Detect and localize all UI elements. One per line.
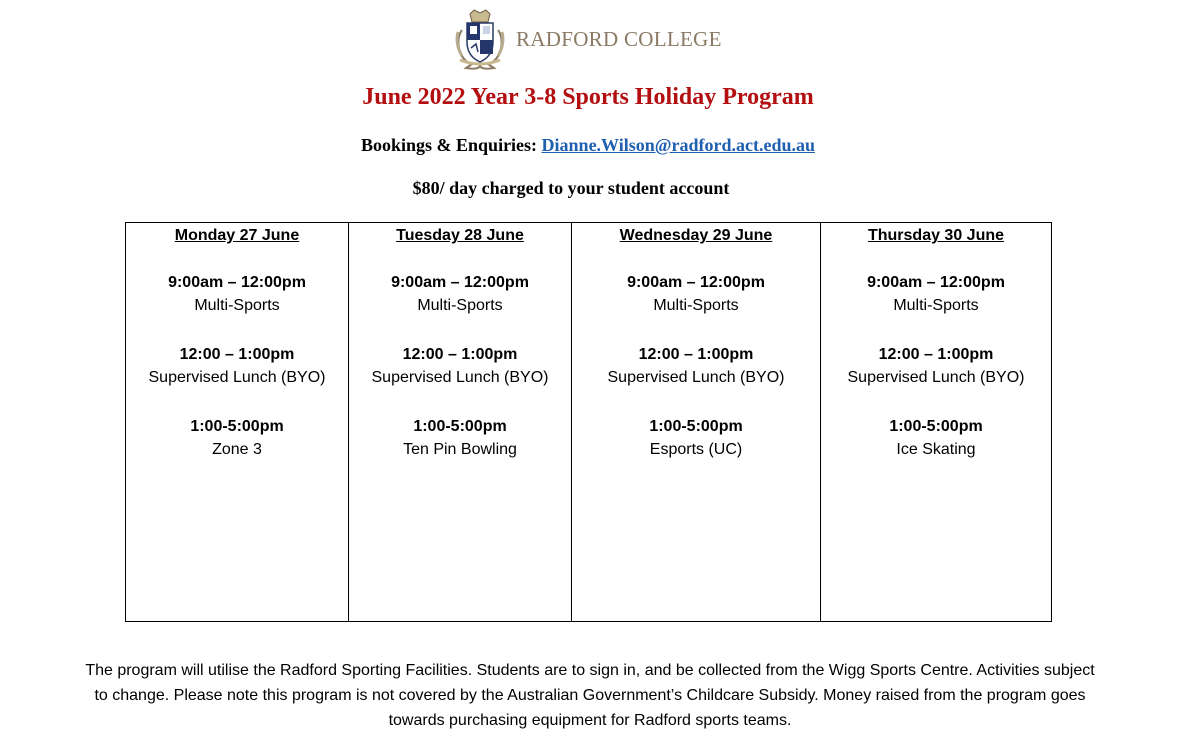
- price-line: $80/ day charged to your student account: [412, 178, 730, 198]
- time-slot: [572, 271, 820, 317]
- slot-activity: Supervised Lunch (BYO): [371, 369, 549, 386]
- day-heading: Wednesday 29 June: [619, 227, 773, 244]
- slot-time: 12:00 – 1:00pm: [638, 346, 754, 363]
- time-slot: [572, 415, 820, 461]
- slot-time: 1:00-5:00pm: [413, 418, 507, 435]
- time-slot: [349, 415, 571, 461]
- radford-crest-icon: [452, 8, 508, 70]
- day-heading: Monday 27 June: [174, 227, 300, 244]
- program-title: June 2022 Year 3-8 Sports Holiday Program: [362, 84, 814, 110]
- college-name: RADFORD COLLEGE: [516, 26, 722, 51]
- day-column-tuesday: [349, 223, 572, 622]
- time-slot: [572, 343, 820, 389]
- slot-time: 9:00am – 12:00pm: [627, 274, 765, 291]
- slot-activity: Multi-Sports: [417, 297, 503, 314]
- time-slot: [349, 271, 571, 317]
- time-slot: [821, 343, 1051, 389]
- slot-activity: Multi-Sports: [653, 297, 739, 314]
- day-column-thursday: [821, 223, 1052, 622]
- notes-line-2: to change. Please note this program is not covered by the Australian Government’s Childcare Subsidy. Money raised from the program goes: [94, 687, 1086, 704]
- slot-activity: Supervised Lunch (BYO): [148, 369, 326, 386]
- slot-activity: Zone 3: [212, 441, 262, 458]
- day-heading: Tuesday 28 June: [396, 227, 524, 244]
- slot-activity: Multi-Sports: [893, 297, 979, 314]
- time-slot: [821, 271, 1051, 317]
- enquiries-label: Bookings & Enquiries:: [361, 135, 538, 155]
- notes-line-3: towards purchasing equipment for Radford sports teams.: [388, 712, 792, 729]
- slot-time: 9:00am – 12:00pm: [168, 274, 306, 291]
- slot-time: 1:00-5:00pm: [649, 418, 743, 435]
- day-heading: Thursday 30 June: [867, 227, 1005, 244]
- slot-activity: Ice Skating: [896, 441, 976, 458]
- day-column-wednesday: [572, 223, 821, 622]
- slot-activity: Supervised Lunch (BYO): [607, 369, 785, 386]
- day-column-monday: [126, 223, 349, 622]
- slot-time: 1:00-5:00pm: [190, 418, 284, 435]
- time-slot: [126, 415, 348, 461]
- time-slot: [349, 343, 571, 389]
- time-slot: [821, 415, 1051, 461]
- slot-time: 1:00-5:00pm: [889, 418, 983, 435]
- college-logo: [452, 8, 722, 70]
- time-slot: [126, 271, 348, 317]
- slot-time: 12:00 – 1:00pm: [878, 346, 994, 363]
- time-slot: [126, 343, 348, 389]
- slot-time: 12:00 – 1:00pm: [402, 346, 518, 363]
- slot-activity: Multi-Sports: [194, 297, 280, 314]
- slot-time: 9:00am – 12:00pm: [867, 274, 1005, 291]
- enquiries-email-link[interactable]: Dianne.Wilson@radford.act.edu.au: [541, 135, 815, 155]
- enquiries-line: [0, 135, 1176, 156]
- slot-time: 12:00 – 1:00pm: [179, 346, 295, 363]
- notes-line-1: The program will utilise the Radford Sporting Facilities. Students are to sign in, and be collected from the Wigg Sports Centre. Activities subject: [85, 662, 1095, 679]
- schedule-table: [125, 222, 1052, 622]
- slot-activity: Ten Pin Bowling: [403, 441, 517, 458]
- slot-activity: Supervised Lunch (BYO): [847, 369, 1025, 386]
- slot-time: 9:00am – 12:00pm: [391, 274, 529, 291]
- schedule-row: [126, 223, 1052, 622]
- program-notes: [30, 658, 1150, 733]
- slot-activity: Esports (UC): [649, 441, 743, 458]
